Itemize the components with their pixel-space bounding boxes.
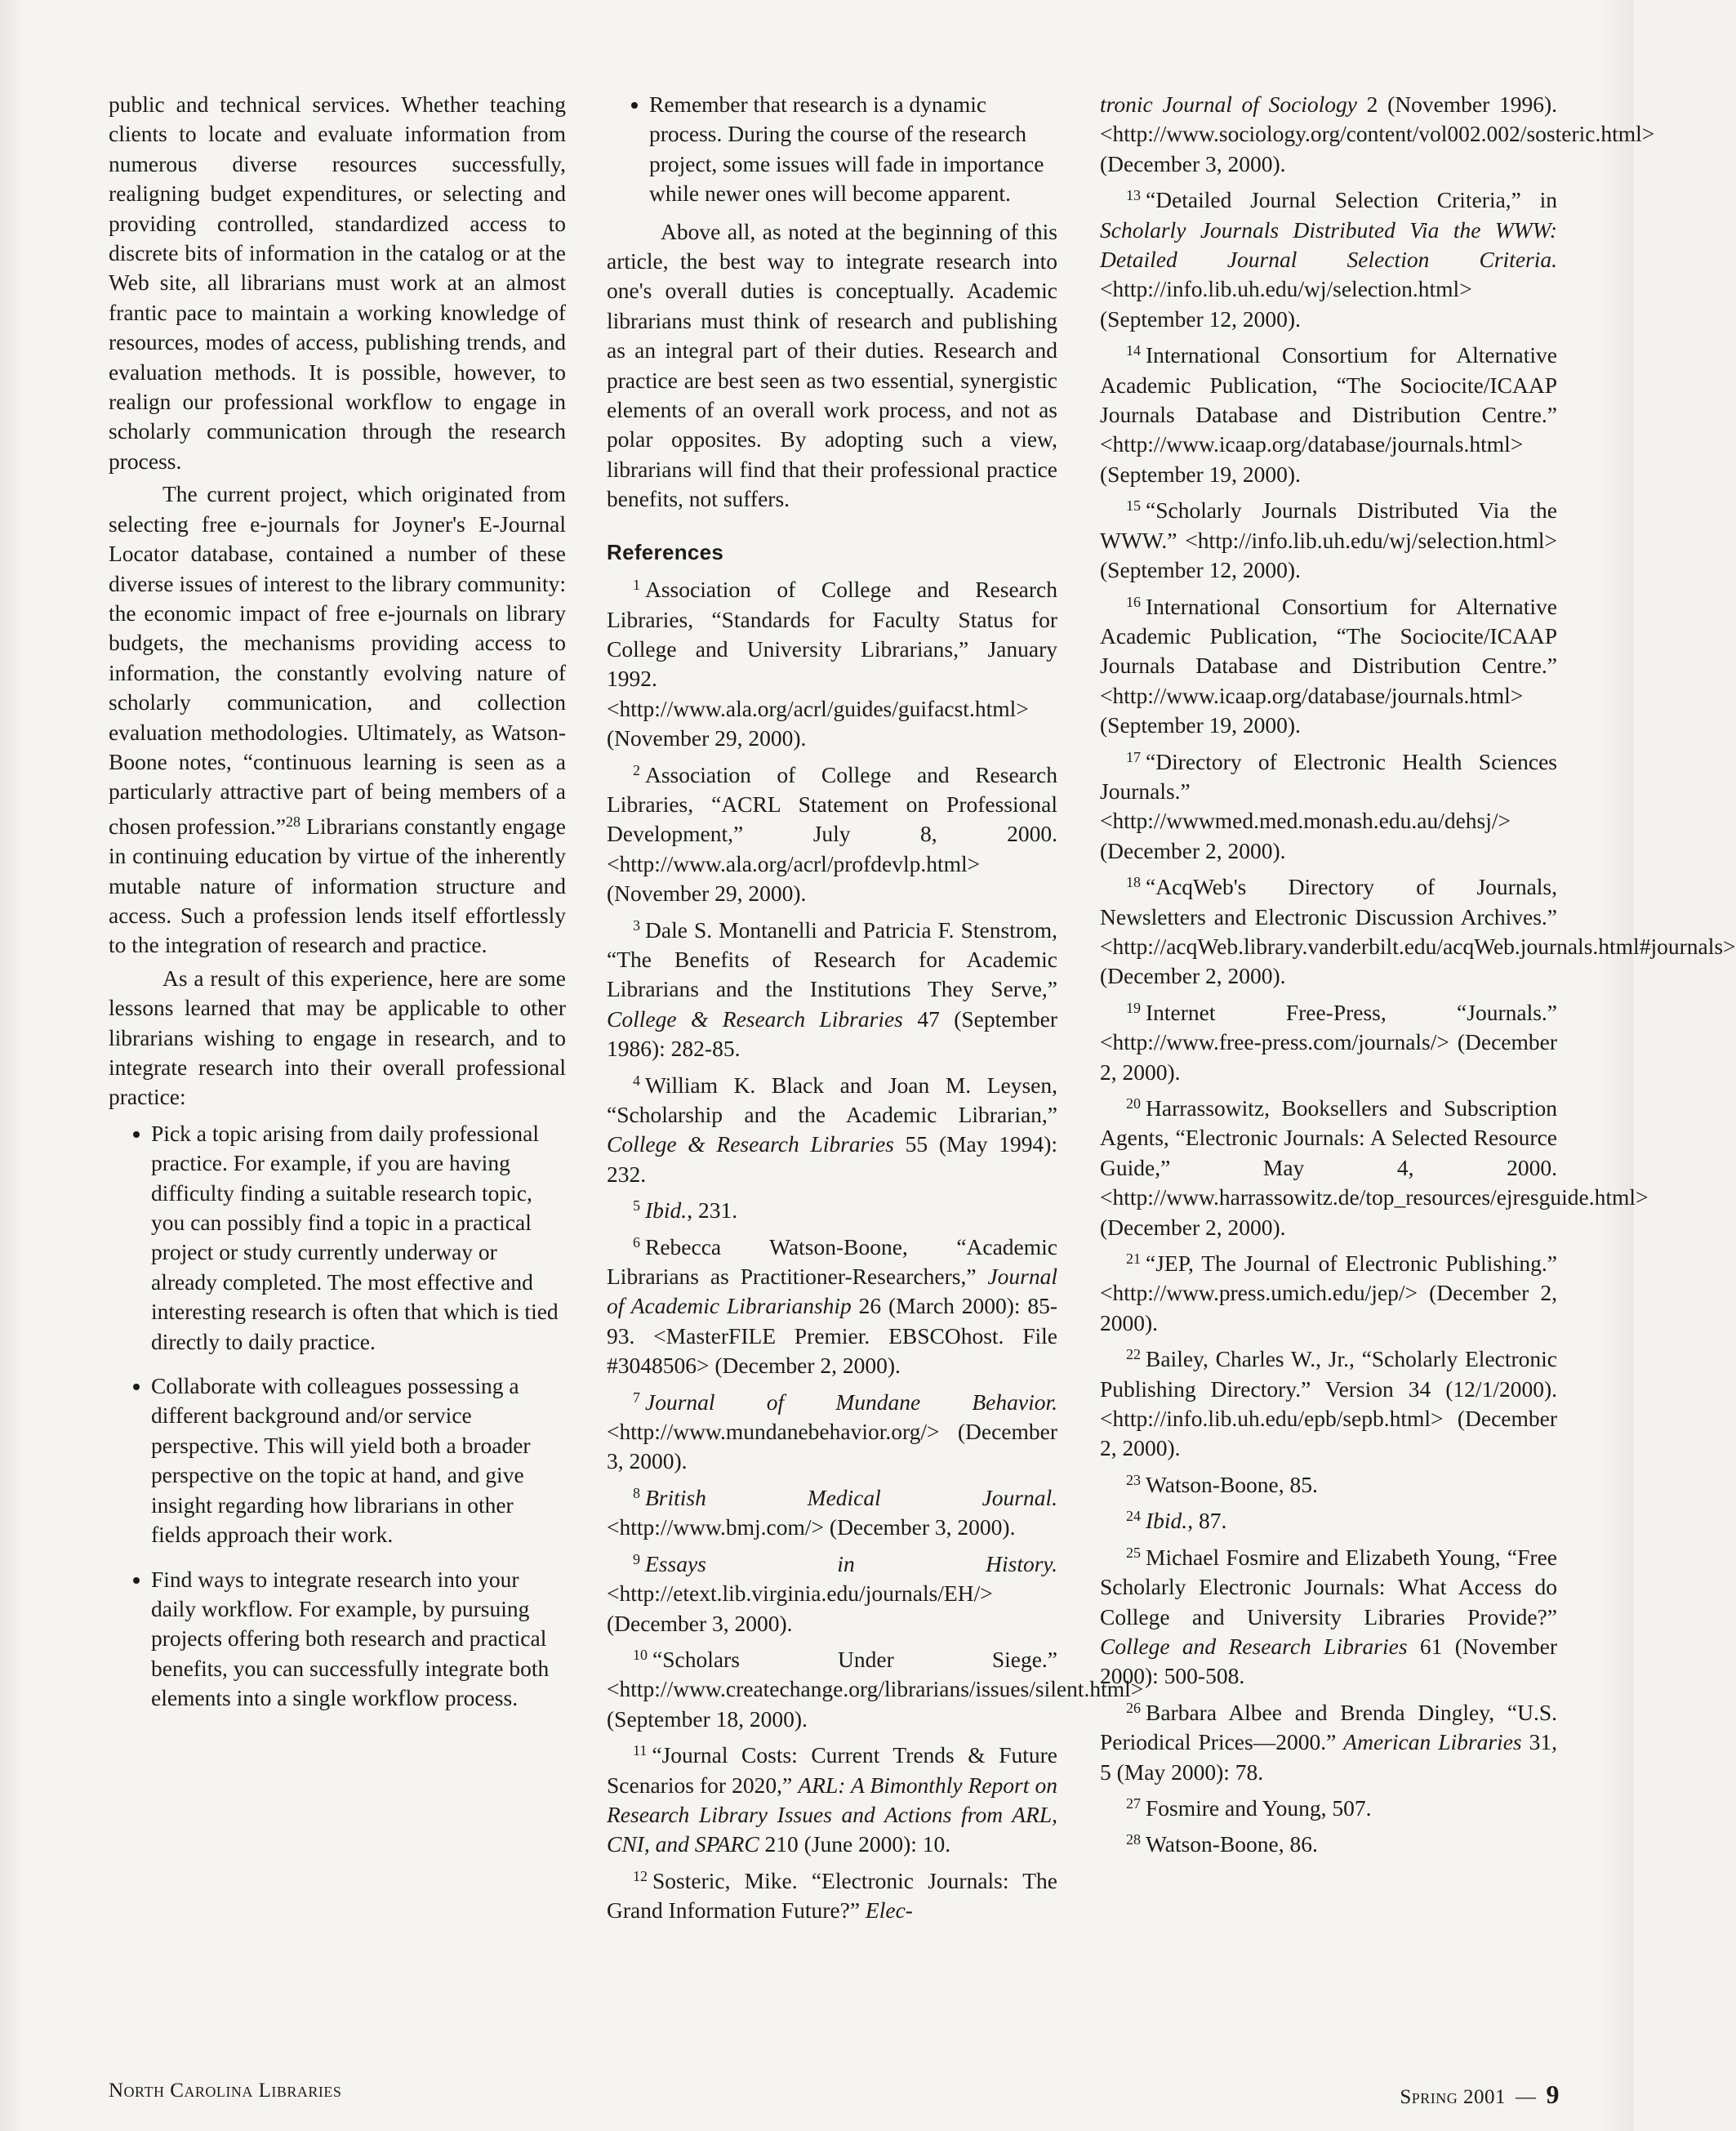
ref-text: William K. Black and Joan M. Leysen, “Scholarship and the Academic Librarian,” [607,1072,1057,1127]
ref-number: 12 [633,1867,648,1884]
reference-item [1100,1465,1557,1500]
ref-number: 6 [633,1233,640,1251]
lessons-list-continued [607,90,1057,209]
ref-title: College and Research Libraries [1100,1633,1408,1659]
ref-text: Sosteric, Mike. “Electronic Journals: The Grand Information Future?” [607,1867,1057,1924]
page-number: 9 [1546,2080,1560,2109]
paragraph: As a result of this experience, here are some lessons learned that may be applicable to other librarians wishing to engage in research, and to integrate research into their overall professional practice: [109,965,566,1110]
paragraph: public and technical services. Whether teaching clients to locate and evaluate information from numerous diverse resources successfully, realigning budget expenditures, or selecting and providing controlled, standardized access to discrete bits of information in the catalog or at the Web site, all librarians must work at an almost frantic pace to maintain a working knowledge of resources, modes of access, publishing trends, and evaluation methods. It is possible, however, to realign our professional workflow to engage in scholarly communication through the research process. [109,91,566,474]
reference-item [1100,491,1557,585]
ref-text: “Detailed Journal Selection Criteria,” in [1146,187,1557,213]
footer-issue-date: Spring 2001 [1400,2086,1506,2108]
paragraph [109,479,566,961]
ref-number: 4 [633,1072,640,1089]
ref-title: American Libraries [1343,1729,1522,1755]
ref-title: Essays in History. [645,1550,1057,1576]
reference-item [607,911,1057,1064]
ref-number: 20 [1126,1095,1141,1112]
ref-text: 2 (November 1996). <http://www.sociology.org/content/vol002.002/sosteric.html> (December 3, 2000). [1100,91,1655,176]
ref-text: Harrassowitz, Booksellers and Subscription Agents, “Electronic Journals: A Selected Resource Guide,” May 4, 2000. <http://www.harrassowitz.de/top_resources/ejresguide.html> (December 2, 2000). [1100,1095,1649,1240]
ref-title: ARL: A Bimonthly Report on Research Library Issues and Actions from ARL, CNI, and SPARC [607,1772,1057,1857]
ref-number: 3 [633,916,640,934]
ref-number: 8 [633,1484,640,1501]
ref-title: tronic Journal of Sociology [1100,91,1358,117]
reference-item [1100,1244,1557,1338]
footer-publication: North Carolina Libraries [109,2080,342,2102]
ref-text: Watson-Boone, 85. [1146,1471,1318,1497]
reference-item [1100,1789,1557,1823]
ref-title: College & Research Libraries [607,1005,903,1032]
ref-number: 9 [633,1550,640,1567]
reference-item [607,1383,1057,1477]
ref-number: 19 [1126,999,1141,1016]
ref-text: Dale S. Montanelli and Patricia F. Stenstrom, “The Benefits of Research for Academic Librarians and the Institutions They Serve,” [607,916,1057,1002]
reference-item [1100,867,1736,992]
footnote-marker: 28 [286,813,301,830]
ref-title: British Medical Journal. [645,1484,1057,1510]
footer-issue [1400,2080,1560,2110]
ref-number: 7 [633,1389,640,1406]
ref-text: 210 (June 2000): 10. [759,1831,951,1857]
reference-item [1100,742,1557,867]
ref-number: 5 [633,1197,640,1215]
reference-item [607,1861,1057,1926]
ref-text: Internet Free-Press, “Journals.” <http://www.free-press.com/journals/> (December 2, 2000). [1100,999,1557,1085]
ref-title: Journal of Academic Librarianship [607,1264,1057,1319]
ref-number: 14 [1126,342,1141,359]
ref-number: 2 [633,761,640,778]
ref-text: 26 (March 2000): 85-93. <MasterFILE Premier. EBSCOhost. File #3048506> (December 2, 2000). [607,1293,1057,1379]
ref-number: 11 [633,1742,648,1759]
ref-number: 22 [1126,1346,1141,1363]
reference-item [607,1478,1057,1543]
reference-item [1100,1538,1557,1692]
reference-item [1100,1089,1649,1242]
ref-text: <http://www.bmj.com/> (December 3, 2000). [607,1514,1016,1540]
list-item: Collaborate with colleagues possessing a different background and/or service perspective. This will yield both a broader perspective on the topic at hand, and give insight regarding how librarians in other fields approach their work. [109,1371,566,1549]
ref-number: 24 [1126,1508,1141,1525]
ref-text: Watson-Boone, 86. [1146,1831,1318,1857]
reference-item [607,1228,1057,1381]
ref-text: Association of College and Research Libraries, “ACRL Statement on Professional Development,” July 8, 2000. <http://www.ala.org/acrl/profdevlp.html> (November 29, 2000). [607,761,1057,907]
list-item: Find ways to integrate research into your daily workflow. For example, by pursuing projects offering both research and practical benefits, you can successfully integrate both elements into a single workflow process. [109,1565,566,1714]
ref-title: Ibid. [1146,1508,1188,1534]
ref-number: 1 [633,577,640,594]
ref-number: 18 [1126,874,1141,891]
reference-item [607,756,1057,909]
reference-item [1100,587,1557,741]
reference-item [1100,336,1557,489]
ref-text: 61 (November 2000): 500-508. [1100,1633,1557,1689]
ref-title: Ibid. [645,1197,688,1224]
reference-item [1100,1501,1557,1536]
ref-text: <http://etext.lib.virginia.edu/journals/EH/> (December 3, 2000). [607,1580,993,1636]
reference-item [607,1545,1057,1638]
ref-text: “JEP, The Journal of Electronic Publishing.” <http://www.press.umich.edu/jep/> (December 2, 2000). [1100,1251,1557,1335]
ref-text: Rebecca Watson-Boone, “Academic Librarians as Practitioner-Researchers,” [607,1233,1057,1290]
list-item: Remember that research is a dynamic process. During the course of the research project, some issues will fade in importance while newer ones will become apparent. [607,90,1057,209]
reference-item [1100,181,1557,334]
reference-item [607,570,1057,753]
ref-text: Association of College and Research Libraries, “Standards for Faculty Status for College and University Librarians,” January 1992. <http://www.ala.org/acrl/guides/guifacst.html> (November 29, 2000). [607,577,1057,751]
ref-number: 21 [1126,1251,1141,1268]
paragraph-text: Librarians constantly engage in continuing education by virtue of the inherently mutable nature of information structure and access. Such a profession lends itself effortlessly to the integration of research and practice. [109,813,566,958]
ref-text: “Scholars Under Siege.” <http://www.createchange.org/librarians/issues/silent.html> (September 18, 2000). [607,1646,1144,1732]
ref-text: , 231. [687,1197,738,1224]
ref-number: 10 [633,1646,648,1663]
ref-text: “Scholarly Journals Distributed Via the WWW.” <http://info.lib.uh.edu/wj/selection.html> (September 12, 2000). [1100,497,1557,583]
paragraph-text: The current project, which originated from selecting free e-journals for Joyner's E-Journal Locator database, contained a number of these diverse issues of interest to the library community: the economic impact of free e-journals on library budgets, the mechanisms providing access to information, the constantly evolving nature of scholarly communication, and collection evaluation methodologies. Ultimately, as Watson-Boone notes, “continuous learning is seen as a particularly attractive part of being members of a chosen profession.” [109,481,566,839]
ref-number: 13 [1126,187,1141,204]
ref-text: “Journal Costs: Current Trends & Future Scenarios for 2020,” [607,1742,1057,1798]
ref-text: Bailey, Charles W., Jr., “Scholarly Electronic Publishing Directory.” Version 34 (12/1/2000). <http://info.lib.uh.edu/epb/sepb.html> (December 2, 2000). [1100,1346,1557,1461]
ref-text: International Consortium for Alternative Academic Publication, “The Sociocite/ICAAP Journals Database and Distribution Centre.” <http://www.icaap.org/database/journals.html> (September 19, 2000). [1100,342,1557,487]
ref-number: 16 [1126,593,1141,610]
ref-text: , 87. [1187,1508,1227,1534]
column-3 [1100,90,1736,1861]
reference-item-continued [1100,90,1655,179]
ref-text: 47 (September 1986): 282-85. [607,1005,1057,1062]
ref-number: 17 [1126,748,1141,765]
ref-title: College & Research Libraries [607,1131,894,1157]
ref-text: 31, 5 (May 2000): 78. [1100,1729,1557,1785]
ref-number: 26 [1126,1699,1141,1716]
reference-item [1100,1340,1557,1464]
ref-text: “AcqWeb's Directory of Journals, Newsletters and Electronic Discussion Archives.” <http://acqWeb.library.vanderbilt.edu/acqWeb.journals.html#journals> (December 2, 2000). [1100,874,1736,989]
ref-text: Barbara Albee and Brenda Dingley, “U.S. Periodical Prices—2000.” [1100,1699,1557,1755]
ref-number: 27 [1126,1794,1141,1812]
ref-title: Elec- [865,1897,913,1924]
reference-item [1100,993,1557,1087]
ref-number: 15 [1126,497,1141,515]
ref-number: 23 [1126,1471,1141,1488]
ref-text: <http://www.mundanebehavior.org/> (December 3, 2000). [607,1419,1057,1474]
reference-item [1100,1825,1557,1859]
references-heading: References [607,539,724,564]
ref-text: 55 (May 1994): 232. [607,1131,1057,1187]
paragraph: Above all, as noted at the beginning of this article, the best way to integrate research into one's overall duties is conceptually. Academic librarians must think of research and publishing as an integral part of their duties. Research and practice are best seen as two essential, synergistic elements of an overall work process, and not as polar opposites. By adopting such a view, librarians will find that their professional practice benefits, not suffers. [607,218,1057,512]
lessons-list [109,1119,566,1714]
reference-item [607,1066,1057,1190]
reference-item [607,1191,1057,1225]
reference-item [607,1736,1057,1860]
ref-text: <http://info.lib.uh.edu/wj/selection.html> (September 12, 2000). [1100,276,1472,332]
ref-title: Scholarly Journals Distributed Via the WWW: Detailed Journal Selection Criteria. [1100,216,1557,273]
ref-text: Fosmire and Young, 507. [1146,1794,1372,1821]
ref-text: Michael Fosmire and Elizabeth Young, “Free Scholarly Electronic Journals: What Access do College and University Libraries Provide?” [1100,1544,1557,1629]
ref-title: Journal of Mundane Behavior. [645,1389,1057,1415]
column-1 [109,90,566,1728]
reference-item [1100,1693,1557,1787]
ref-number: 25 [1126,1544,1141,1561]
list-item: Pick a topic arising from daily professional practice. For example, if you are having difficulty finding a suitable research topic, you can possibly find a topic in a practical project or study currently underway or already completed. The most effective and interesting research is often that which is tied directly to daily practice. [109,1119,566,1357]
ref-text: “Directory of Electronic Health Sciences Journals.” <http://wwwmed.med.monash.edu.au/dehsj/> (December 2, 2000). [1100,748,1557,863]
ref-number: 28 [1126,1831,1141,1848]
ref-text: International Consortium for Alternative Academic Publication, “The Sociocite/ICAAP Journals Database and Distribution Centre.” <http://www.icaap.org/database/journals.html> (September 19, 2000). [1100,593,1557,738]
footer-dash: — [1516,2086,1537,2108]
